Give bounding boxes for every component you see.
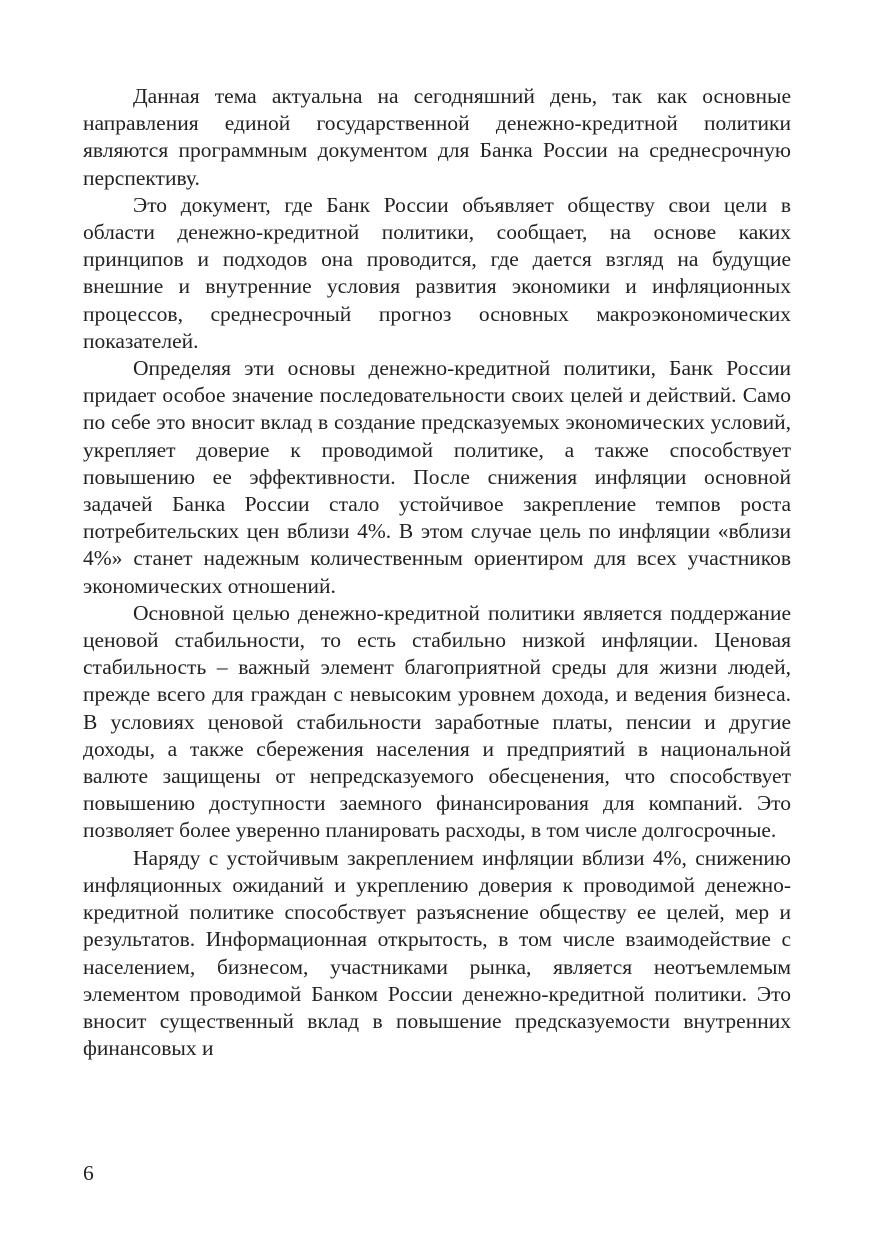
paragraph-5: Наряду с устойчивым закреплением инфляции вблизи 4%, снижению инфляционных ожиданий и укреплению доверия к проводимой денежно-кредитной политике способствует разъяснение обществу ее целей, мер и результатов. Информационная открытость, в том числе взаимодействие с населением, бизнесом, участниками рынка, является неотъемлемым элементом проводимой Банком России денежно-кредитной политики. Это вносит существенный вклад в повышение предсказуемости внутренних финансовых и	[83, 845, 791, 1061]
paragraph-3: Определяя эти основы денежно-кредитной политики, Банк России придает особое значение последовательности своих целей и действий. Само по себе это вносит вклад в создание предсказуемых экономических условий, укрепляет доверие к проводимой политике, а также способствует повышению ее эффективности. После снижения инфляции основной задачей Банка России стало устойчивое закрепление темпов роста потребительских цен вблизи 4%. В этом случае цель по инфляции «вблизи 4%» станет надежным количественным ориентиром для всех участников экономических отношений.	[83, 356, 791, 598]
page-number: 6	[83, 1161, 94, 1185]
paragraph-1: Данная тема актуальна на сегодняшний день, так как основные направления единой государственной денежно-кредитной политики являются программным документом для Банка России на среднесрочную перспективу.	[83, 84, 791, 190]
body-text	[83, 83, 791, 1062]
paragraph-2: Это документ, где Банк России объявляет обществу свои цели в области денежно-кредитной политики, сообщает, на основе каких принципов и подходов она проводится, где дается взгляд на будущие внешние и внутренние условия развития экономики и инфляционных процессов, среднесрочный прогноз основных макроэкономических показателей.	[83, 192, 791, 353]
paragraph-4: Основной целью денежно-кредитной политики является поддержание ценовой стабильности, то есть стабильно низкой инфляции. Ценовая стабильность – важный элемент благоприятной среды для жизни людей, прежде всего для граждан с невысоким уровнем дохода, и ведения бизнеса. В условиях ценовой стабильности заработные платы, пенсии и другие доходы, а также сбережения населения и предприятий в национальной валюте защищены от непредсказуемого обесценения, что способствует повышению доступности заемного финансирования для компаний. Это позволяет более уверенно планировать расходы, в том числе долгосрочные.	[83, 600, 791, 843]
